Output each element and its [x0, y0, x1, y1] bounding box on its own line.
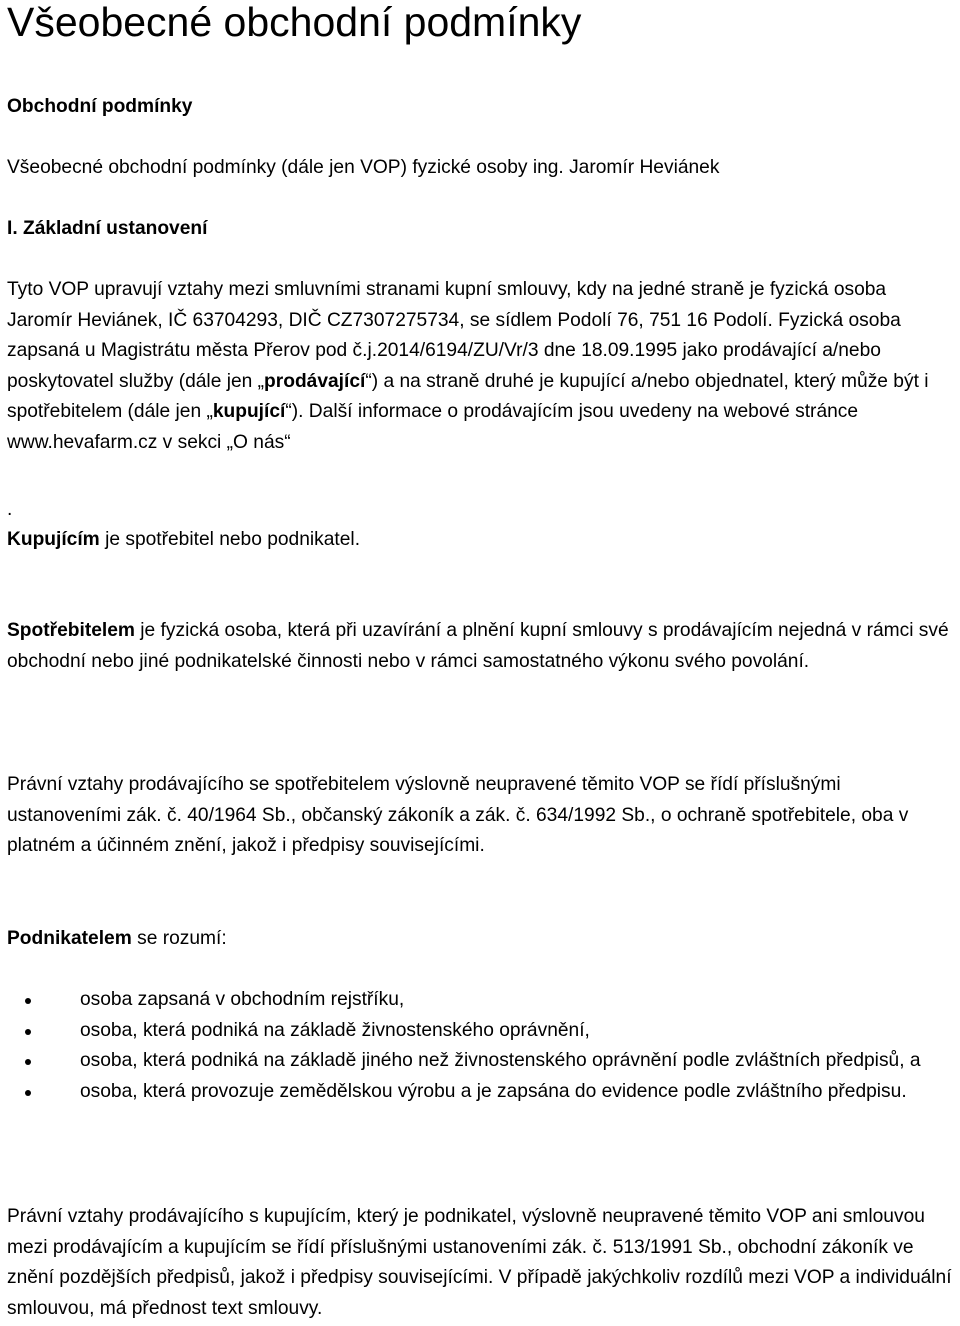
term-buyer: kupující	[212, 401, 286, 422]
paragraph-text: “). Další informace o prodávajícím jsou uvedeny na webové stránce www.hevafarm.cz v sekci „O nás“	[7, 401, 859, 453]
paragraph-text: je fyzická osoba, která při uzavírání a plnění kupní smlouvy s prodávajícím nejedná v rámci své obchodní nebo jiné podnikatelské činnosti nebo v rámci samostatného výkonu svého povolání.	[7, 620, 949, 672]
paragraph-basic-provisions	[7, 275, 955, 458]
stray-dot: .	[7, 499, 13, 520]
intro-paragraph: Všeobecné obchodní podmínky (dále jen VOP) fyzické osoby ing. Jaromír Heviánek	[7, 157, 720, 178]
list-item-text: osoba, která podniká na základě jiného než živnostenského oprávnění podle zvláštních předpisů, a	[80, 1050, 921, 1071]
term-consumer: Spotřebitelem	[7, 620, 135, 641]
list-item	[7, 985, 955, 1016]
paragraph-consumer-law: Právní vztahy prodávajícího se spotřebitelem výslovně neupravené těmito VOP se řídí příslušnými ustanoveními zák. č. 40/1964 Sb., občanský zákoník a zák. č. 634/1992 Sb., o ochraně spotřebitele, oba v platném a účinném znění, jakož i předpisy souvisejícími.	[7, 774, 909, 856]
paragraph-text: se rozumí:	[131, 928, 227, 949]
document-title: Všeobecné obchodní podmínky	[7, 0, 582, 45]
chapter-heading: I. Základní ustanovení	[7, 218, 208, 239]
list-item	[7, 1016, 955, 1047]
paragraph-text: Tyto VOP upravují vztahy mezi smluvními stranami kupní smlouvy, kdy na jedné straně je fyzická osoba Jaromír Heviánek, IČ 63704293, DIČ CZ7307275734, se sídlem Podolí 76, 751 16 Podolí. Fyzická osoba zapsaná u Magistrátu města Přerov pod č.j.2014/6194/ZU/Vr/3 dne 18.09.1995 jako prodávající a/nebo poskytovatel služby (dále jen „	[7, 279, 901, 392]
paragraph-buyer-definition	[7, 525, 955, 556]
entrepreneur-list	[7, 985, 955, 1107]
list-item-text: osoba, která podniká na základě živnostenského oprávnění,	[80, 1019, 590, 1041]
list-item	[7, 1077, 955, 1108]
paragraph-text: je spotřebitel nebo podnikatel.	[99, 529, 361, 550]
bullet-icon	[25, 998, 31, 1004]
paragraph-consumer-definition	[7, 616, 955, 677]
term-entrepreneur: Podnikatelem	[7, 928, 132, 949]
section-heading: Obchodní podmínky	[7, 96, 193, 117]
list-item	[7, 1046, 955, 1077]
bullet-icon	[25, 1059, 31, 1065]
bullet-icon	[25, 1029, 31, 1035]
paragraph-entrepreneur-intro	[7, 924, 955, 955]
bullet-icon	[25, 1090, 31, 1096]
term-buyer-definition: Kupujícím	[7, 529, 100, 550]
list-item-text: osoba, která provozuje zemědělskou výrobu a je zapsána do evidence podle zvláštního předpisu.	[80, 1080, 907, 1102]
paragraph-entrepreneur-law: Právní vztahy prodávajícího s kupujícím, který je podnikatel, výslovně neupravené těmito VOP ani smlouvou mezi prodávajícím a kupujícím se řídí příslušnými ustanoveními zák. č. 513/1991 Sb., obchodní zákoník ve znění pozdějších předpisů, jakož i předpisy souvisejícími. V případě jakýchkoliv rozdílů mezi VOP a individuální smlouvou, má přednost text smlouvy.	[7, 1206, 952, 1319]
list-item-text: osoba zapsaná v obchodním rejstříku,	[80, 989, 405, 1010]
paragraph-text: “) a na straně druhé je kupující a/nebo objednatel, který může být i spotřebitelem (dále jen „	[7, 370, 929, 422]
term-seller: prodávající	[264, 370, 366, 392]
